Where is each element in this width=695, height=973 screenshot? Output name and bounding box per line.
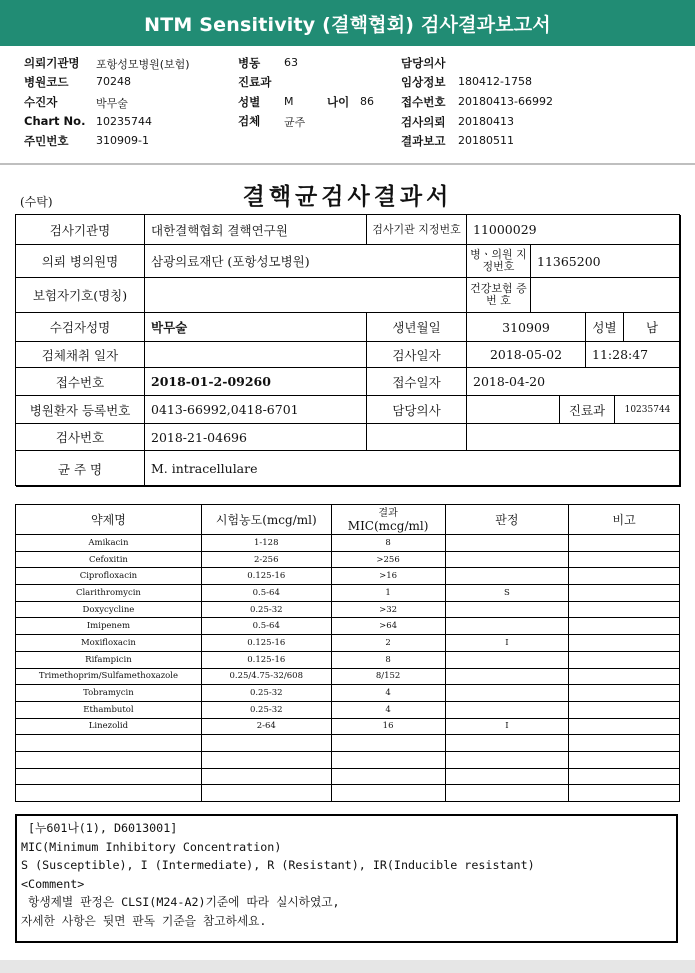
- sex-label: 성별: [238, 95, 261, 109]
- drug-conc: 2-64: [201, 718, 331, 735]
- test-no-value: 2018-21-04696: [145, 424, 367, 451]
- drug-mic: 16: [331, 718, 445, 735]
- age-value: 86: [360, 95, 374, 108]
- drug-note: [569, 685, 680, 702]
- report-value: 20180511: [458, 134, 514, 147]
- req-hosp-value: 삼광의료재단 (포항성모병원): [145, 245, 467, 278]
- hosp-id-label: 병ㆍ의원 지정번호: [467, 245, 531, 278]
- sex-value: 남: [624, 313, 681, 342]
- drug-name: Ciprofloxacin: [16, 568, 202, 585]
- strain-label: 균 주 명: [16, 451, 145, 487]
- accession-label: 접수번호: [401, 95, 446, 109]
- receipt-tag: (수탁): [20, 195, 53, 209]
- drug-note: [569, 535, 680, 552]
- drug-mic: 4: [331, 701, 445, 718]
- drug-name: [16, 735, 202, 752]
- drug-conc: 0.125-16: [201, 568, 331, 585]
- dob-label: 생년월일: [367, 313, 467, 342]
- col-drug: 약제명: [16, 505, 202, 535]
- ward-label: 병동: [238, 56, 261, 70]
- blank-cell-a: [367, 424, 467, 451]
- drug-mic: 4: [331, 685, 445, 702]
- patient-label: 수진자: [24, 95, 58, 109]
- dept-label: 진료과: [560, 396, 615, 424]
- drug-name: Trimethoprim/Sulfamethoxazole: [16, 668, 202, 685]
- drug-row: [16, 585, 680, 602]
- drug-row: [16, 668, 680, 685]
- drug-note: [569, 568, 680, 585]
- drug-judge: [445, 768, 569, 785]
- drug-conc: 0.25/4.75-32/608: [201, 668, 331, 685]
- report-label: 결과보고: [401, 134, 446, 148]
- title-bar: [0, 0, 695, 46]
- col-note: 비고: [569, 505, 680, 535]
- drug-conc: [201, 785, 331, 802]
- specimen-label: 검체: [238, 114, 261, 128]
- drug-name: Linezolid: [16, 718, 202, 735]
- code-value: 70248: [96, 75, 131, 88]
- chart-value: 10235744: [96, 115, 152, 128]
- lab-id-value: 11000029: [467, 215, 681, 245]
- test-date-value: 2018-05-02: [467, 342, 586, 368]
- drug-mic: 1: [331, 585, 445, 602]
- sex-value: M: [284, 95, 294, 108]
- health-id-value: [531, 278, 681, 313]
- drug-note: [569, 701, 680, 718]
- dept-label: 진료과: [238, 75, 272, 89]
- drug-conc: 0.25-32: [201, 701, 331, 718]
- name-value: 박무술: [145, 313, 367, 342]
- drug-conc: 1-128: [201, 535, 331, 552]
- test-time-value: 11:28:47: [586, 342, 681, 368]
- drug-note: [569, 635, 680, 652]
- report-title: 결핵균검사결과서: [242, 183, 453, 210]
- drug-table-body: [16, 535, 680, 802]
- drug-row: [16, 635, 680, 652]
- drug-note: [569, 618, 680, 635]
- request-value: 20180413: [458, 115, 514, 128]
- name-label: 수검자성명: [16, 313, 145, 342]
- drug-judge: [445, 685, 569, 702]
- drug-note: [569, 651, 680, 668]
- clinical-value: 180412-1758: [458, 75, 532, 88]
- drug-row: [16, 685, 680, 702]
- drug-row: [16, 735, 680, 752]
- comment-line-code: [누601나(1), D6013001]: [21, 821, 178, 835]
- drug-judge: [445, 751, 569, 768]
- drug-table: [15, 504, 680, 802]
- drug-judge: [445, 568, 569, 585]
- drug-judge: [445, 551, 569, 568]
- col-judge: 판정: [445, 505, 569, 535]
- req-hosp-label: 의뢰 병의원명: [16, 245, 145, 278]
- drug-row: [16, 651, 680, 668]
- info-grid: [15, 214, 680, 486]
- drug-note: [569, 601, 680, 618]
- drug-mic: [331, 735, 445, 752]
- drug-note: [569, 768, 680, 785]
- drug-judge: [445, 785, 569, 802]
- ward-value: 63: [284, 56, 298, 69]
- drug-note: [569, 718, 680, 735]
- drug-mic: 8: [331, 535, 445, 552]
- drug-name: [16, 785, 202, 802]
- drug-mic: [331, 751, 445, 768]
- drug-conc: 0.5-64: [201, 618, 331, 635]
- receipt-no-value: 2018-01-2-09260: [145, 368, 367, 396]
- collect-value: [145, 342, 367, 368]
- drug-judge: [445, 535, 569, 552]
- drug-row: [16, 551, 680, 568]
- drug-judge: I: [445, 718, 569, 735]
- drug-name: Rifampicin: [16, 651, 202, 668]
- drug-conc: [201, 751, 331, 768]
- drug-name: Tobramycin: [16, 685, 202, 702]
- code-label: 병원코드: [24, 75, 69, 89]
- drug-row: [16, 568, 680, 585]
- drug-conc: 0.25-32: [201, 685, 331, 702]
- comment-line-note2: 자세한 사항은 뒷면 판독 기준을 참고하세요.: [21, 913, 267, 928]
- specimen-value: 균주: [284, 116, 306, 129]
- health-id-label: 건강보험 증 번 호: [467, 278, 531, 313]
- drug-mic: [331, 785, 445, 802]
- drug-conc: [201, 735, 331, 752]
- col-result: 결과: [378, 507, 398, 519]
- request-label: 검사의뢰: [401, 115, 446, 129]
- lab-value: 대한결핵협회 결핵연구원: [145, 215, 367, 245]
- age-label: 나이: [327, 95, 350, 109]
- receipt-date-value: 2018-04-20: [467, 368, 681, 396]
- physician-value: [467, 396, 560, 424]
- drug-name: Ethambutol: [16, 701, 202, 718]
- reg-no-label: 병원환자 등록번호: [16, 396, 145, 424]
- doctor-label: 담당의사: [401, 56, 446, 70]
- sex-label: 성별: [586, 313, 624, 342]
- test-no-label: 검사번호: [16, 424, 145, 451]
- page-title: NTM Sensitivity (결핵협회) 검사결과보고서: [144, 13, 551, 36]
- dept-value: 10235744: [615, 396, 681, 424]
- drug-note: [569, 735, 680, 752]
- drug-judge: [445, 668, 569, 685]
- drug-note: [569, 585, 680, 602]
- drug-row: [16, 718, 680, 735]
- drug-judge: [445, 651, 569, 668]
- chart-label: Chart No.: [24, 114, 86, 128]
- drug-name: [16, 768, 202, 785]
- drug-conc: [201, 768, 331, 785]
- drug-row: [16, 701, 680, 718]
- drug-conc: 0.125-16: [201, 651, 331, 668]
- drug-row: [16, 601, 680, 618]
- col-mic: [331, 505, 445, 535]
- strain-value: M. intracellulare: [145, 451, 681, 487]
- drug-name: Imipenem: [16, 618, 202, 635]
- drug-note: [569, 551, 680, 568]
- drug-conc: 2-256: [201, 551, 331, 568]
- comment-line-legend: S (Susceptible), I (Intermediate), R (Resistant), IR(Inducible resistant): [21, 858, 535, 873]
- accession-value: 20180413-66992: [458, 95, 553, 108]
- drug-judge: I: [445, 635, 569, 652]
- drug-row: [16, 535, 680, 552]
- comment-line-mic: MIC(Minimum Inhibitory Concentration): [21, 839, 282, 854]
- col-conc: 시험농도(mcg/ml): [201, 505, 331, 535]
- drug-row: [16, 768, 680, 785]
- drug-name: Doxycycline: [16, 601, 202, 618]
- drug-name: Amikacin: [16, 535, 202, 552]
- insurance-label: 보험자기호(명칭): [16, 278, 145, 313]
- drug-mic: 8: [331, 651, 445, 668]
- drug-conc: 0.125-16: [201, 635, 331, 652]
- drug-judge: S: [445, 585, 569, 602]
- comment-line-note1: 항생제별 판정은 CLSI(M24-A2)기준에 따라 실시하였고,: [21, 895, 340, 910]
- insurance-value: [145, 278, 467, 313]
- drug-mic: 2: [331, 635, 445, 652]
- drug-note: [569, 751, 680, 768]
- drug-name: Cefoxitin: [16, 551, 202, 568]
- drug-mic: >64: [331, 618, 445, 635]
- receipt-no-label: 접수번호: [16, 368, 145, 396]
- hospital-value: 포항성모병원(보험): [96, 58, 190, 71]
- drug-conc: 0.25-32: [201, 601, 331, 618]
- hospital-label: 의뢰기관명: [24, 56, 80, 70]
- resident-value: 310909-1: [96, 134, 149, 147]
- physician-label: 담당의사: [367, 396, 467, 424]
- patient-value: 박무술: [96, 97, 128, 110]
- receipt-date-label: 접수일자: [367, 368, 467, 396]
- drug-mic: >16: [331, 568, 445, 585]
- drug-judge: [445, 701, 569, 718]
- comment-box: [15, 814, 678, 943]
- drug-row: [16, 785, 680, 802]
- lab-id-label: 검사기관 지정번호: [367, 215, 467, 245]
- drug-note: [569, 668, 680, 685]
- drug-conc: 0.5-64: [201, 585, 331, 602]
- bottom-strip: [0, 960, 695, 973]
- drug-name: Moxifloxacin: [16, 635, 202, 652]
- drug-name: Clarithromycin: [16, 585, 202, 602]
- blank-cell-b: [467, 424, 681, 451]
- drug-judge: [445, 618, 569, 635]
- lab-label: 검사기관명: [16, 215, 145, 245]
- reg-no-value: 0413-66992,0418-6701: [145, 396, 367, 424]
- drug-judge: [445, 601, 569, 618]
- drug-judge: [445, 735, 569, 752]
- col-mic-unit: MIC(mcg/ml): [347, 518, 429, 533]
- drug-name: [16, 751, 202, 768]
- collect-label: 검체채취 일자: [16, 342, 145, 368]
- hosp-id-value: 11365200: [531, 245, 681, 278]
- test-date-label: 검사일자: [367, 342, 467, 368]
- dob-value: 310909: [467, 313, 586, 342]
- drug-mic: [331, 768, 445, 785]
- drug-mic: 8/152: [331, 668, 445, 685]
- comment-line-header: <Comment>: [21, 876, 85, 891]
- drug-mic: >256: [331, 551, 445, 568]
- clinical-label: 임상정보: [401, 75, 446, 89]
- drug-row: [16, 618, 680, 635]
- drug-mic: >32: [331, 601, 445, 618]
- resident-label: 주민번호: [24, 134, 69, 148]
- drug-row: [16, 751, 680, 768]
- drug-note: [569, 785, 680, 802]
